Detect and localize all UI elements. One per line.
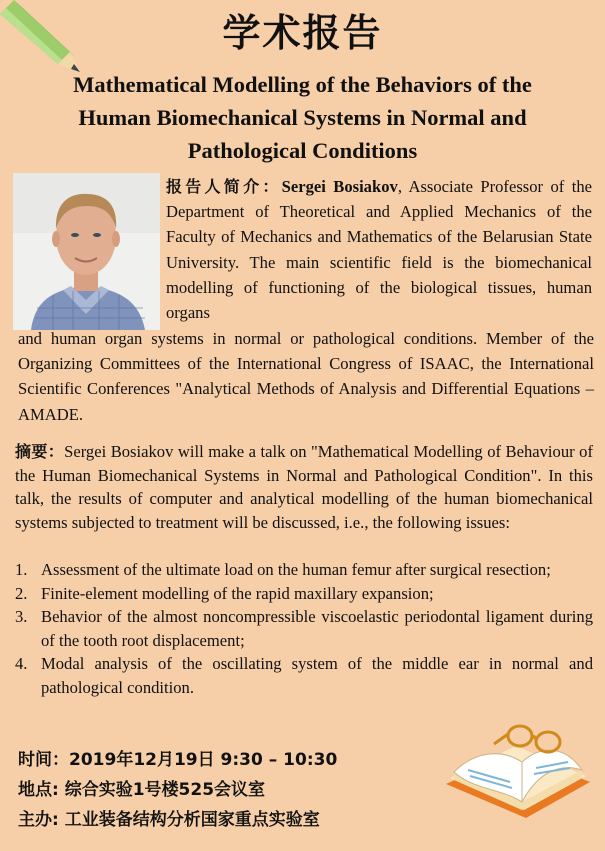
list-text: Assessment of the ultimate load on the human femur after surgical resection; bbox=[41, 560, 551, 579]
event-location: 地点: 综合实验1号楼525会议室 bbox=[18, 780, 266, 800]
list-item bbox=[15, 582, 593, 606]
event-time: 时间：2019年12月19日 9:30 – 10:30 bbox=[18, 750, 338, 770]
speaker-bio-text: , Associate Professor of the Department of Theoretical and Applied Mechanics of the Faculty of Mechanics and Mathematics of the Belarusian State University. The main scientific field is the biomechanical modelling of functioning of the biological tissues, human organs bbox=[166, 177, 592, 323]
list-item bbox=[15, 652, 593, 699]
speaker-bio-paragraph bbox=[166, 174, 592, 325]
book-glasses-icon bbox=[440, 712, 600, 827]
list-text: Behavior of the almost noncompressible viscoelastic periodontal ligament during of the tooth root displacement; bbox=[41, 607, 593, 650]
talk-title-line: Mathematical Modelling of the Behaviors of the bbox=[73, 72, 532, 97]
abstract-label: 摘要： bbox=[15, 442, 65, 461]
list-item bbox=[15, 605, 593, 652]
list-number: 4. bbox=[15, 654, 28, 674]
event-host: 主办: 工业装备结构分析国家重点实验室 bbox=[18, 810, 320, 830]
abstract-paragraph bbox=[15, 440, 593, 534]
list-number: 1. bbox=[15, 560, 28, 579]
list-number: 3. bbox=[15, 607, 28, 627]
issue-list bbox=[15, 558, 593, 700]
talk-title-line: Pathological Conditions bbox=[187, 138, 418, 163]
abstract-text: Sergei Bosiakov will make a talk on "Mathematical Modelling of Behaviour of the Human Biomechanical Systems in Normal and Pathological Condition". In this talk, the results of computer and analytical modelling of the human biomechanical systems subjected to treatment will be discussed, i.e., the following issues: bbox=[15, 442, 593, 532]
talk-title bbox=[40, 68, 565, 167]
page-title: 学术报告 bbox=[222, 11, 383, 55]
list-item bbox=[15, 558, 593, 582]
speaker-bio-continued: and human organ systems in normal or pathological conditions. Member of the Organizing Committees of the International Congress of ISAAC, the International Scientific Conferences "Analytical Methods of Analysis and Differential Equations – AMADE. bbox=[18, 329, 594, 424]
list-text: Finite-element modelling of the rapid maxillary expansion; bbox=[41, 583, 434, 603]
list-number: 2. bbox=[15, 583, 28, 603]
speaker-bio-label: 报告人简介： bbox=[166, 177, 282, 196]
list-text: Modal analysis of the oscillating system of the middle ear in normal and pathological condition. bbox=[41, 654, 593, 697]
talk-title-line: Human Biomechanical Systems in Normal and bbox=[78, 105, 527, 130]
speaker-name: Sergei Bosiakov bbox=[281, 177, 398, 196]
speaker-photo bbox=[13, 173, 160, 330]
